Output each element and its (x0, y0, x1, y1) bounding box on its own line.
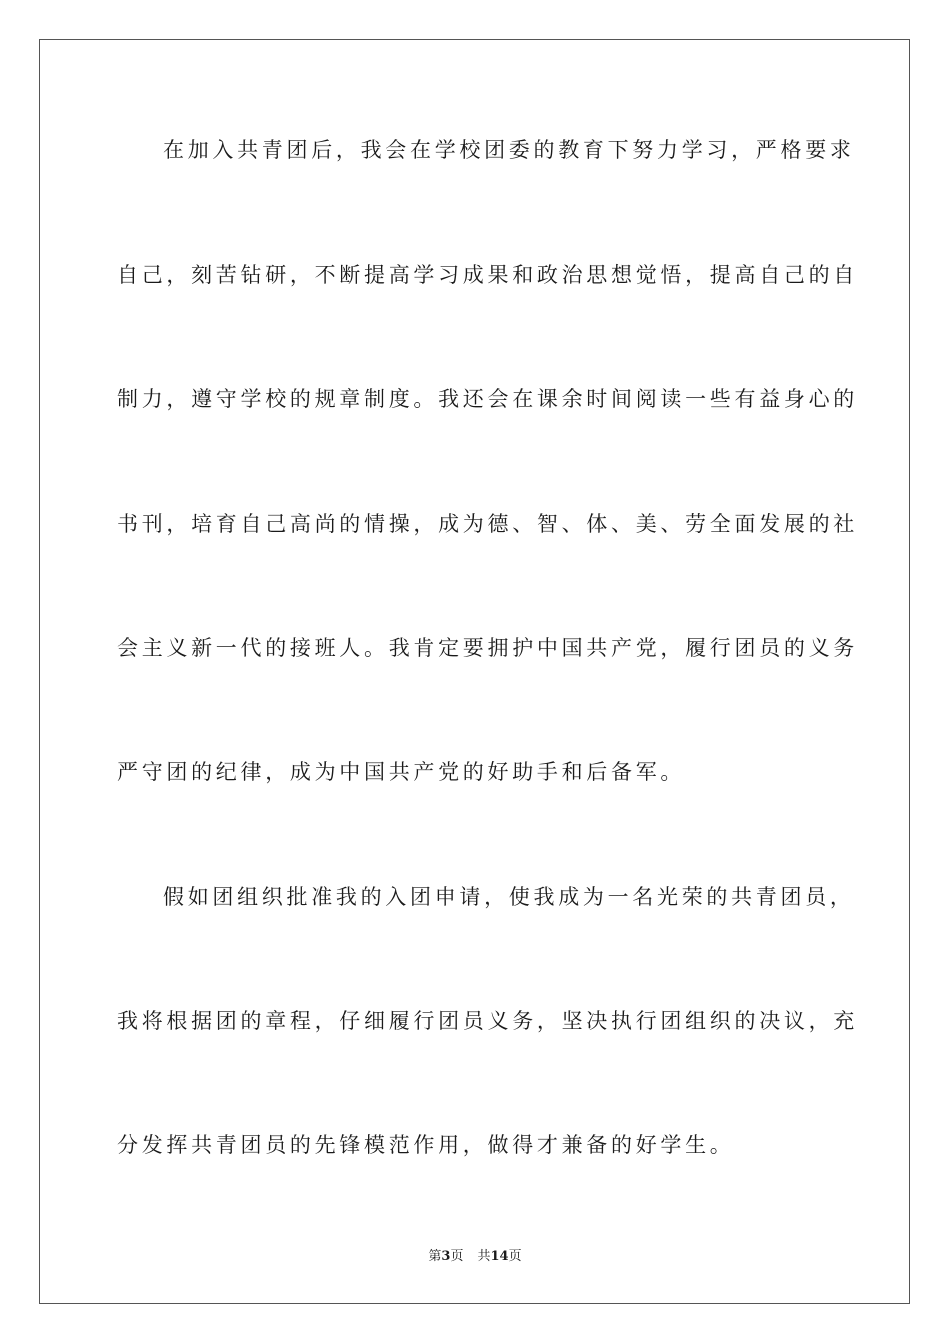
page-footer (0, 1248, 950, 1266)
total-prefix: 共 (477, 1249, 491, 1264)
page-prefix: 第 (428, 1249, 442, 1264)
current-page-number: 3 (441, 1249, 451, 1264)
text-line: 自己，刻苦钻研，不断提高学习成果和政治思想觉悟，提高自己的自 (117, 263, 858, 287)
page-border (39, 39, 910, 1304)
text-line: 会主义新一代的接班人。我肯定要拥护中国共产党，履行团员的义务 (117, 636, 858, 660)
text-line: 分发挥共青团员的先锋模范作用，做得才兼备的好学生。 (117, 1133, 735, 1157)
text-line: 书刊，培育自己高尚的情操，成为德、智、体、美、劳全面发展的社 (117, 512, 858, 536)
page-suffix: 页 (450, 1249, 464, 1264)
total-pages-number: 14 (490, 1249, 509, 1264)
text-line: 在加入共青团后，我会在学校团委的教育下努力学习，严格要求 (163, 138, 855, 162)
text-line: 我将根据团的章程，仔细履行团员义务，坚决执行团组织的决议，充 (117, 1009, 858, 1033)
text-line: 制力，遵守学校的规章制度。我还会在课余时间阅读一些有益身心的 (117, 387, 858, 411)
text-line: 严守团的纪律，成为中国共产党的好助手和后备军。 (117, 760, 686, 784)
text-line: 假如团组织批准我的入团申请，使我成为一名光荣的共青团员， (163, 885, 855, 909)
total-suffix: 页 (508, 1249, 522, 1264)
